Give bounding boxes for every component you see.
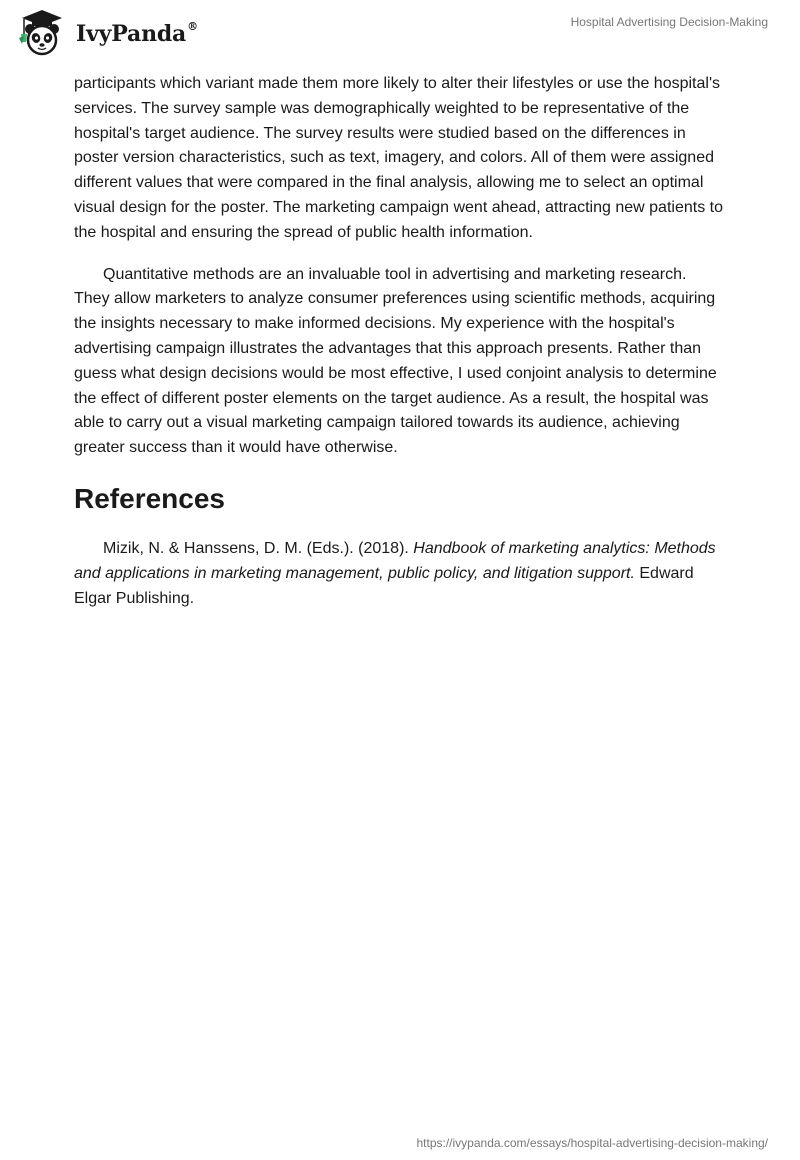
body-paragraph-1: participants which variant made them more likely to alter their lifestyles or use the hospital's services. The survey sample was demographically weighted to be representative of the hospital's target audience. The survey results were studied based on the differences in poster version characteristics, such as text, imagery, and colors. All of them were assigned different values that were compared in the final analysis, allowing me to select an optimal visual design for the poster. The marketing campaign went ahead, attracting new patients to the hospital and ensuring the spread of public health information. xyxy=(74,75,723,241)
reference-title: Handbook of marketing analytics: Methods and applications in marketing management, public policy, and litigation support. xyxy=(74,539,716,582)
page-header xyxy=(0,0,800,64)
reference-entry xyxy=(74,537,724,611)
ivypanda-logo[interactable] xyxy=(16,8,198,58)
references-heading: References xyxy=(74,482,225,514)
source-url[interactable]: https://ivypanda.com/essays/hospital-advertising-decision-making/ xyxy=(416,1136,768,1150)
reference-publisher: Edward Elgar Publishing. xyxy=(74,564,694,607)
essay-content xyxy=(74,72,724,611)
logo-text: IvyPanda xyxy=(76,21,187,47)
panda-graduate-icon xyxy=(16,8,68,58)
body-paragraph-2: Quantitative methods are an invaluable tool in advertising and marketing research. They allow marketers to analyze consumer preferences using scientific methods, acquiring the insights necessary to make informed decisions. My experience with the hospital's advertising campaign illustrates the advantages that this approach presents. Rather than guess what design decisions would be most effective, I used conjoint analysis to determine the effect of different poster elements on the target audience. As a result, the hospital was able to carry out a visual marketing campaign tailored towards its audience, achieving greater success than it would have otherwise. xyxy=(74,265,717,457)
logo-wordmark xyxy=(76,21,198,47)
registered-mark: ® xyxy=(187,19,198,33)
reference-authors: Mizik, N. & Hanssens, D. M. (Eds.). (2018). xyxy=(103,539,414,557)
document-title: Hospital Advertising Decision-Making xyxy=(570,15,768,29)
